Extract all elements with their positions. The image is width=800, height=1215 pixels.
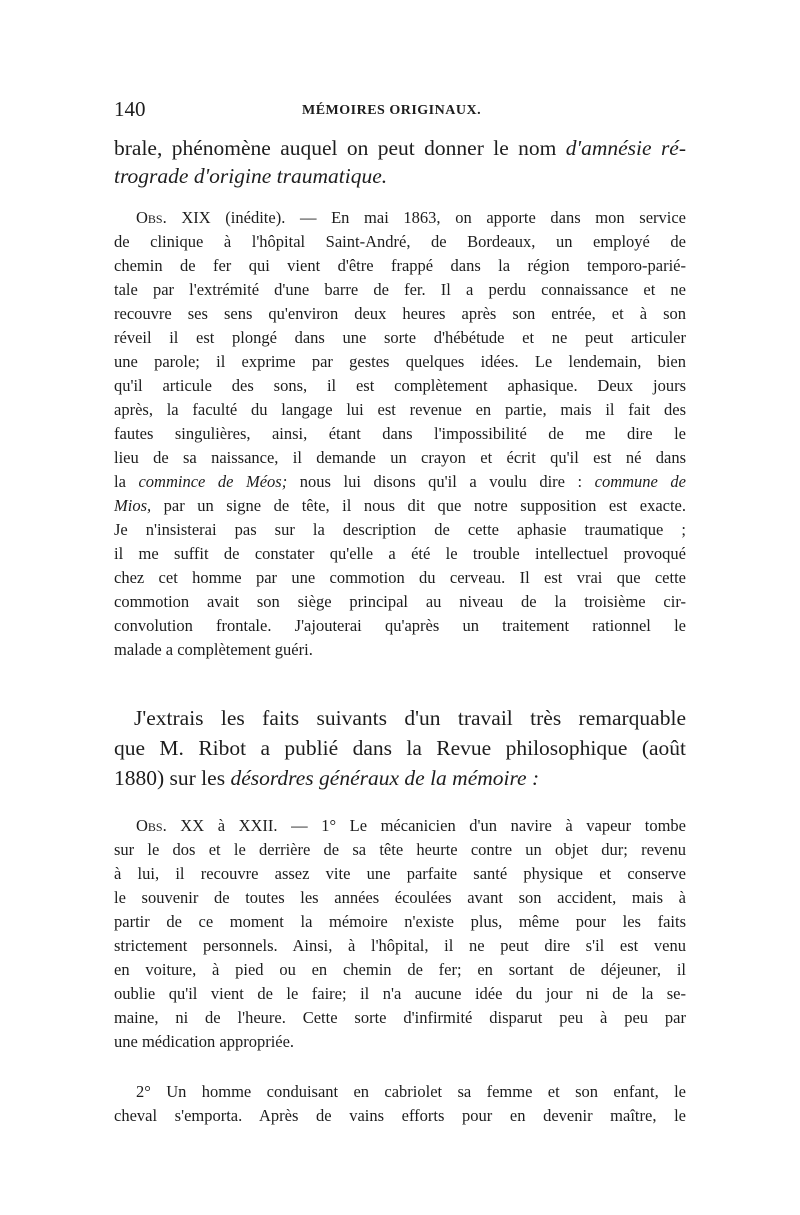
obs20-line: sur le dos et le derrière de sa tête heurte contre un objet dur; revenu (114, 840, 686, 859)
italic-term: d'amnésie ré- (565, 136, 687, 160)
obs19-line: lieu de sa naissance, il demande un crayon et écrit qu'il est né dans (114, 448, 686, 467)
intro-line-1: brale, phénomène auquel on peut donner le nom d'amnésie ré- (114, 136, 687, 160)
obs20-line: le souvenir de toutes les années écoulées avant son accident, mais à (114, 888, 686, 907)
ribot-line-1: J'extrais les faits suivants d'un travail très remarquable (134, 706, 686, 730)
obs20-line: partir de ce moment la mémoire n'existe plus, même pour les faits (114, 912, 686, 931)
obs19-line: Je n'insisterai pas sur la description de cette aphasie traumatique ; (114, 520, 686, 539)
intro-line-2 (114, 160, 686, 192)
obs19-line: qu'il articule des sons, il est complètement aphasique. Deux jours (114, 376, 686, 395)
obs19-line: tale par l'extrémité d'une barre de fer. Il a perdu connaissance et ne (114, 280, 686, 299)
obs19-line: fautes singulières, ainsi, étant dans l'impossibilité de me dire le (114, 424, 686, 443)
case2-line-1: 2° Un homme conduisant en cabriolet sa femme et son enfant, le (136, 1082, 686, 1101)
obs19-line: après, la faculté du langage lui est revenue en partie, mais il fait des (114, 400, 686, 419)
ribot-line-3: 1880) sur les désordres généraux de la mémoire : (114, 766, 540, 790)
obs20-line: oublie qu'il vient de le faire; il n'a aucune idée du jour ni de la se- (114, 984, 686, 1003)
obs19-line: chemin de fer qui vient d'être frappé dans la région temporo-parié- (114, 256, 686, 275)
running-title: MÉMOIRES ORIGINAUX. (302, 103, 482, 118)
obs19-line: réveil il est plongé dans une sorte d'hébétude et ne peut articuler (114, 328, 686, 347)
obs19-line-12: la commince de Méos; nous lui disons qu'il a voulu dire : commune de (114, 472, 686, 491)
obs19-line: de clinique à l'hôpital Saint-André, de Bordeaux, un employé de (114, 232, 686, 251)
italic-term: trograde d'origine traumatique. (114, 164, 388, 188)
italic-term: Mios, (114, 496, 152, 515)
obs20-line: à lui, il recouvre assez vite une parfaite santé physique et conserve (114, 864, 686, 883)
obs19-line: convolution frontale. J'ajouterai qu'après un traitement rationnel le (114, 616, 686, 635)
obs20-line-last: une médication appropriée. (114, 1032, 295, 1051)
obs19-line-1: Obs. XIX (inédite). — En mai 1863, on apporte dans mon service (136, 208, 686, 227)
obs20-line: strictement personnels. Ainsi, à l'hôpital, il ne peut dire s'il est venu (114, 936, 686, 955)
page-number: 140 (114, 97, 146, 121)
obs19-line-13: Mios, par un signe de tête, il nous dit que notre supposition est exacte. (114, 496, 686, 515)
obs19-line: recouvre ses sens qu'environ deux heures après son entrée, et à son (114, 304, 686, 323)
italic-term: commince de Méos; (138, 472, 288, 491)
ribot-line-2: que M. Ribot a publié dans la Revue philosophique (août (114, 736, 686, 760)
case2-line-2: cheval s'emporta. Après de vains efforts pour en devenir maître, le (114, 1106, 686, 1125)
obs20-line: maine, ni de l'heure. Cette sorte d'infirmité disparut peu à peu par (114, 1008, 686, 1027)
obs20-line: en voiture, à pied ou en chemin de fer; en sortant de déjeuner, il (114, 960, 686, 979)
obs-label: Obs. (136, 208, 167, 227)
page-header (114, 96, 686, 126)
obs19-line: une parole; il exprime par gestes quelques idées. Le lendemain, bien (114, 352, 686, 371)
italic-term: commune de (594, 472, 686, 491)
obs19-line: chez cet homme par une commotion du cerveau. Il est vrai que cette (114, 568, 686, 587)
obs19-line: commotion avait son siège principal au niveau de la troisième cir- (114, 592, 686, 611)
obs19-line: il me suffit de constater qu'elle a été le trouble intellectuel provoqué (114, 544, 686, 563)
italic-term: désordres généraux de la mémoire : (230, 766, 540, 790)
obs19-line-last: malade a complètement guéri. (114, 640, 313, 659)
obs-label: Obs. (136, 816, 167, 835)
obs20-line-1: Obs. XX à XXII. — 1° Le mécanicien d'un navire à vapeur tombe (136, 816, 686, 835)
